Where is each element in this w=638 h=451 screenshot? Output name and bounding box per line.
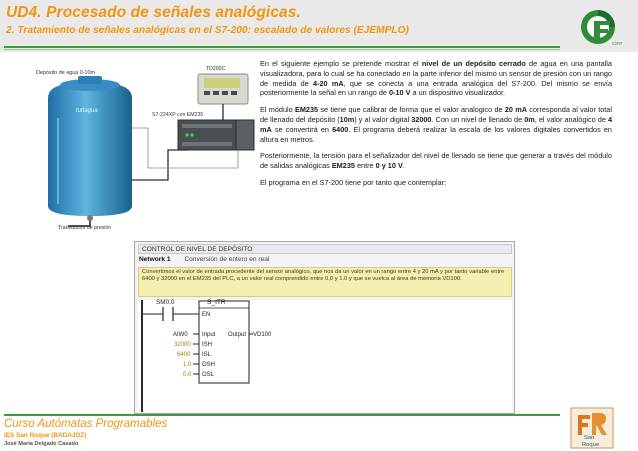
display-label: TD200C	[206, 66, 226, 72]
tank-brand: tuttagua	[76, 108, 98, 114]
slide-title: UD4. Procesado de señales analógicas.	[6, 4, 301, 21]
paragraph-3	[260, 151, 612, 171]
paragraph-4	[260, 178, 612, 188]
body-text: a un dispositivo visualizador.	[410, 88, 506, 98]
body-text: se tiene que calibrar de forma que el valor analogico de	[318, 105, 505, 115]
network-number: Network 1	[139, 256, 171, 263]
emphasis-text: nivel de un depósito cerrado	[421, 59, 526, 68]
plc-label: S7-224XP con EM235	[152, 112, 204, 118]
emphasis-text: 0m	[524, 114, 535, 124]
installation-photo	[28, 58, 256, 230]
osl-pin: OSL	[202, 372, 215, 378]
enable-pin: EN	[202, 312, 211, 318]
body-text: . El programa deberá realizar la escala de los valores digitales convertidos en altura en metros.	[260, 124, 612, 144]
footer-divider	[4, 414, 560, 416]
body-text: .	[402, 161, 405, 171]
tank-icon	[48, 84, 132, 216]
network-comment: Convertimos el valor de entrada procedente del sensor analógico, que nos da un valor en un rango entre 4 y 20 mA y por tanto variable entre 6400 y 32000 en el EM235 del PLC, a un valor real comprendido entre 0,0 y 1.0 y que se vuelca al área de memoria VD100.	[138, 267, 512, 297]
body-text: En el siguiente ejemplo se pretende mostrar el	[260, 59, 422, 68]
body-text: , que se conecta a una entrada analógica del S7-200. Del mismo se envía posteriormente la señal en un rango de	[260, 78, 613, 98]
paragraph-1	[260, 59, 612, 98]
course-title: Curso Autómatas Programables	[4, 418, 168, 430]
san-roque-logo-icon	[570, 407, 614, 449]
body-text: de agua en una pantalla visualizadora, para lo cual se ha conectado en la parte inferior del mismo un sensor de presión con un rango de medida de	[260, 59, 612, 88]
emphasis-text: 6400	[332, 124, 349, 134]
program-title: CONTROL DE NIVEL DE DEPÓSITO	[138, 244, 512, 254]
osl-value: 0.0	[183, 372, 192, 378]
network-header	[139, 256, 269, 263]
osh-value: 1.0	[183, 362, 192, 368]
body-text: entre	[354, 161, 376, 171]
isl-pin: ISL	[202, 352, 212, 358]
emphasis-text: 4 mA	[260, 114, 613, 134]
isl-value: 6400	[177, 352, 191, 358]
emphasis-text: 10m	[339, 114, 355, 124]
ish-value: 32000	[174, 342, 191, 348]
emphasis-text: EM235	[294, 105, 319, 115]
emphasis-text: EM235	[331, 161, 355, 171]
body-text: El módulo	[260, 105, 295, 115]
function-name: S_ITR	[207, 299, 226, 306]
description-text	[260, 59, 612, 195]
body-text: se convertirá en	[271, 124, 333, 134]
sensor-label: Transductor de presión	[58, 225, 112, 230]
emphasis-text: 20 mA	[504, 105, 528, 115]
logo-text-roque: Roque	[582, 442, 600, 448]
emphasis-text: 0 y 10 V	[375, 161, 403, 171]
network-description: Conversión de entero en real	[184, 256, 270, 263]
input-value: AIW0	[173, 332, 188, 338]
school-name: IES San Roque (BADAJOZ)	[4, 432, 87, 439]
logo-text-san: San	[584, 435, 595, 441]
paragraph-2	[260, 105, 612, 144]
emphasis-text: 0-10 V	[389, 88, 411, 98]
body-text: corresponda al valor total de llenado del depósito (	[260, 105, 612, 124]
center-logo-icon	[576, 6, 628, 48]
header-divider-light	[4, 49, 560, 50]
svg-text:CIFP: CIFP	[612, 41, 623, 46]
body-text: Posteriormente, la tensión para el señalizador del nivel de llenado se tiene que generar a través del módulo de salidas analógicas	[260, 151, 612, 171]
ladder-program-screenshot	[134, 241, 515, 414]
body-text: El programa en el S7-200 tiene por tanto que contemplar:	[260, 177, 447, 187]
slide-subtitle: 2. Tratamiento de señales analógicas en el S7-200: escalado de valores (EJEMPLO)	[6, 25, 409, 36]
body-text: . Con un nivel de llenado de	[431, 114, 525, 124]
emphasis-text: 4-20 mA	[312, 78, 344, 88]
output-value: VD100	[253, 332, 272, 338]
tank-label: Depósito de agua 0-10m	[36, 70, 96, 76]
body-text: , el valor analógico de	[534, 114, 608, 124]
contact-address: SM0.0	[156, 299, 175, 306]
emphasis-text: 32000	[411, 114, 432, 124]
input-pin: Input	[202, 332, 216, 338]
author-name: José María Delgado Casado	[4, 441, 79, 447]
ish-pin: ISH	[202, 342, 213, 348]
ladder-rung	[135, 298, 516, 414]
output-pin: Output	[228, 332, 247, 338]
osh-pin: OSH	[202, 362, 216, 368]
header-divider	[4, 46, 560, 48]
body-text: ) y al valor digital	[354, 114, 412, 124]
